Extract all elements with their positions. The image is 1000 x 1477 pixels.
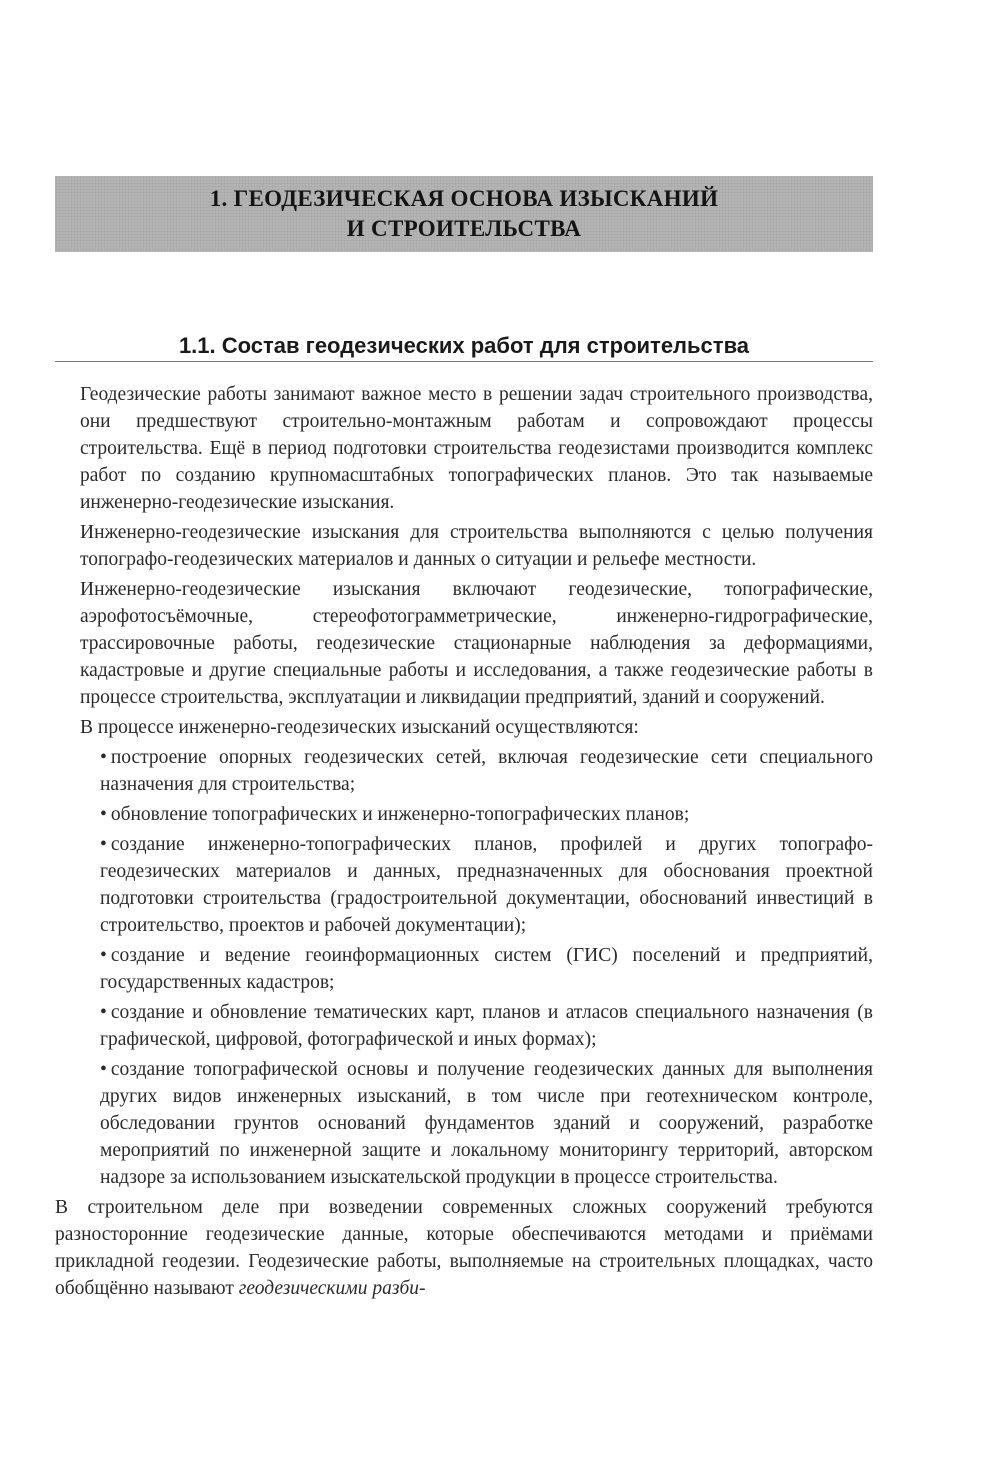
list-item: • создание топографической основы и получение геодезических данных для выполнения других видов инженерных изысканий, в том числе при геотехническом контроле, обследовании грунтов оснований фундаментов зданий и сооружений, разработке мероприятий по инженерной защите и локальному мониторингу территорий, авторском надзоре за использованием изыскательской продукции в процессе строительства. xyxy=(100,1059,873,1188)
bullet-icon: • xyxy=(100,834,107,855)
italic-term: геодезическими разби- xyxy=(238,1278,426,1299)
paragraph-5: В строительном деле при возведении современных сложных сооружений требуются разносторонние геодезические данные, которые обеспечиваются методами и приёмами прикладной геодезии. Геодезические работы, выполняемые на строительных площадках, часто обобщённо называют геодезическими разби- xyxy=(55,1197,873,1299)
list-item: • обновление топографических и инженерно-топографических планов; xyxy=(100,804,690,825)
chapter-title-line-2: И СТРОИТЕЛЬСТВА xyxy=(346,216,582,241)
chapter-title-line-1: 1. ГЕОДЕЗИЧЕСКАЯ ОСНОВА ИЗЫСКАНИЙ xyxy=(209,186,719,211)
section-title: 1.1. Состав геодезических работ для строительства xyxy=(55,331,873,362)
activities-list xyxy=(80,744,873,1191)
bullet-icon: • xyxy=(100,945,107,966)
bullet-icon: • xyxy=(100,747,107,768)
chapter-heading-banner xyxy=(55,176,873,252)
paragraph-3: Инженерно-геодезические изыскания включают геодезические, топографические, аэрофотосъёмочные, стереофотограмметрические, инженерно-гидрографические, трассировочные работы, геодезические стационарные наблюдения за деформациями, кадастровые и другие специальные работы и исследования, а также геодезические работы в процессе строительства, эксплуатации и ликвидации предприятий, зданий и сооружений. xyxy=(80,579,873,708)
bullet-icon: • xyxy=(100,1002,107,1023)
paragraph-1: Геодезические работы занимают важное место в решении задач строительного производства, они предшествуют строительно-монтажным работам и сопровождают процессы строительства. Ещё в период подготовки строительства геодезистами производится комплекс работ по созданию крупномасштабных топографических планов. Это так называемые инженерно-геодезические изыскания. xyxy=(80,384,873,513)
bullet-icon: • xyxy=(100,1059,107,1080)
paragraph-2: Инженерно-геодезические изыскания для строительства выполняются с целью получения топографо-геодезических материалов и данных о ситуации и рельефе местности. xyxy=(80,522,873,570)
paragraph-4: В процессе инженерно-геодезических изысканий осуществляются: xyxy=(80,717,639,738)
list-item: • создание инженерно-топографических планов, профилей и других топографо-геодезических материалов и данных, предназначенных для обоснования проектной подготовки строительства (градостроительной документации, обоснований инвестиций в строительство, проектов и рабочей документации); xyxy=(100,834,873,936)
body-text xyxy=(55,381,873,1305)
list-item: • создание и ведение геоинформационных систем (ГИС) поселений и предприятий, государственных кадастров; xyxy=(100,945,873,993)
bullet-icon: • xyxy=(100,804,107,825)
list-item: • создание и обновление тематических карт, планов и атласов специального назначения (в графической, цифровой, фотографической и иных формах); xyxy=(100,1002,873,1050)
list-item: • построение опорных геодезических сетей, включая геодезические сети специального назначения для строительства; xyxy=(100,747,873,795)
